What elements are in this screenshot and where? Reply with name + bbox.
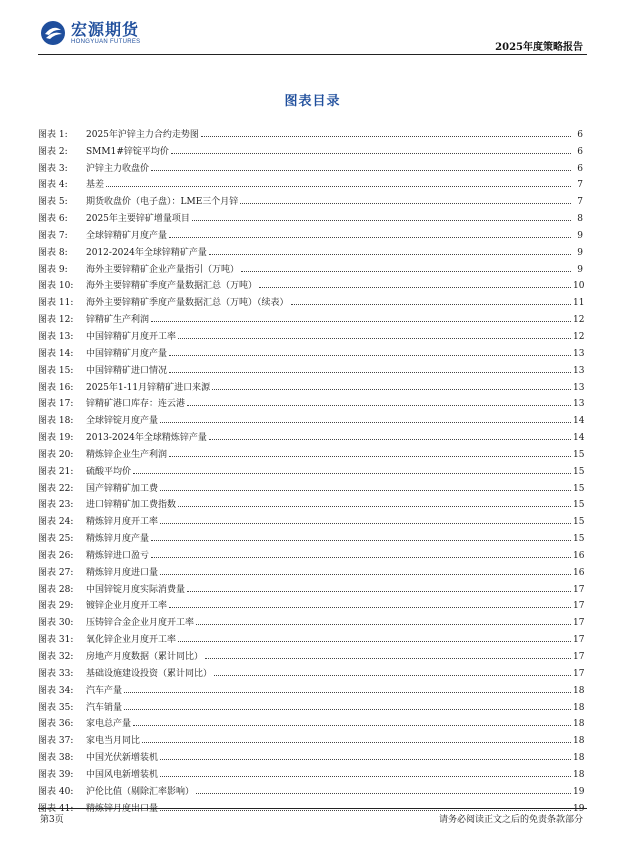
toc-leader-dots (124, 709, 571, 710)
toc-leader-dots (124, 692, 571, 693)
toc-entry-number: 图表 23: (38, 500, 74, 511)
toc-entry[interactable] (38, 190, 583, 207)
toc-entry-page: 15 (573, 449, 585, 460)
toc-entry-number: 图表 6: (38, 214, 68, 225)
toc-entry-page: 12 (573, 315, 585, 326)
toc-entry[interactable] (38, 291, 583, 308)
toc-entry-number: 图表 14: (38, 348, 74, 359)
toc-entry-number: 图表 21: (38, 466, 74, 477)
toc-entry-title: 海外主要锌精矿季度产量数据汇总（万吨）（续表） (86, 298, 289, 309)
toc-entry-title: 精炼锌月度产量 (86, 534, 150, 545)
toc-entry-number: 图表 32: (38, 652, 74, 662)
toc-entry-title: 精炼锌月度开工率 (86, 517, 159, 528)
toc-entry-title: 中国风电新增装机 (86, 769, 159, 780)
toc-entry-number: 图表 34: (38, 685, 74, 696)
toc-entry[interactable] (38, 359, 583, 376)
toc-entry-number: 图表 17: (38, 399, 74, 410)
toc-entry-page: 14 (573, 416, 585, 427)
toc-entry-title: 房地产月度数据（累计同比） (86, 652, 204, 662)
toc-entry[interactable] (38, 645, 583, 662)
company-logo (40, 20, 140, 46)
toc-entry-number: 图表 35: (38, 702, 74, 713)
toc-entry-title: 家电当月同比 (86, 736, 141, 747)
toc-entry-page: 16 (573, 567, 585, 578)
toc-entry-title: 2025年沪锌主力合约走势图 (86, 129, 199, 140)
toc-entry-page: 6 (577, 129, 583, 140)
toc-entry-title: 家电总产量 (86, 719, 132, 730)
toc-entry[interactable] (38, 443, 583, 460)
toc-entry-title: 中国锌精矿月度产量 (86, 348, 168, 359)
footer-divider (38, 808, 587, 809)
toc-leader-dots (241, 271, 571, 272)
toc-entry[interactable] (38, 460, 583, 477)
toc-entry-number: 图表 18: (38, 416, 74, 427)
toc-entry-title: 期货收盘价（电子盘）：LME三个月锌 (86, 197, 239, 208)
toc-leader-dots (209, 254, 571, 255)
toc-entry-page: 17 (573, 652, 585, 662)
toc-leader-dots (160, 810, 571, 811)
toc-leader-dots (151, 321, 571, 322)
toc-entry-title: 基础设施建设投资（累计同比） (86, 668, 213, 679)
toc-entry-title: 中国锌锭月度实际消费量 (86, 584, 186, 595)
toc-leader-dots (106, 186, 571, 187)
logo-mark-icon (40, 20, 66, 46)
toc-leader-dots (160, 523, 571, 524)
toc-leader-dots (151, 540, 571, 541)
toc-entry-title: 沪伦比值（剔除汇率影响） (86, 786, 195, 797)
toc-leader-dots (240, 203, 571, 204)
toc-entry-number: 图表 39: (38, 769, 74, 780)
toc-entry-number: 图表 40: (38, 786, 74, 797)
toc-entry-page: 7 (577, 197, 583, 208)
toc-entry[interactable] (38, 713, 583, 730)
toc-leader-dots (171, 153, 571, 154)
toc-entry-title: 全球锌锭月度产量 (86, 416, 159, 427)
toc-entry-number: 图表 22: (38, 483, 74, 494)
toc-entry[interactable] (38, 527, 583, 544)
toc-entry-number: 图表 15: (38, 365, 74, 376)
toc-entry[interactable] (38, 477, 583, 494)
toc-entry[interactable] (38, 308, 583, 325)
toc-entry[interactable] (38, 224, 583, 241)
toc-entry-title: 镀锌企业月度开工率 (86, 601, 168, 612)
toc-entry-page: 13 (573, 365, 585, 376)
toc-entry-title: 2025年1-11月锌精矿进口来源 (86, 382, 211, 393)
toc-entry-page: 18 (573, 702, 585, 713)
toc-entry-title: 精炼锌月度出口量 (86, 803, 159, 814)
toc-entry-page: 18 (573, 736, 585, 747)
toc-entry-title: 硫酸平均价 (86, 466, 132, 477)
toc-entry-title: 中国锌精矿月度开工率 (86, 331, 177, 342)
toc-entry-page: 12 (573, 331, 585, 342)
toc-entry-page: 10 (573, 281, 585, 292)
toc-leader-dots (160, 490, 571, 491)
toc-entry-page: 19 (573, 786, 585, 797)
toc-entry-number: 图表 33: (38, 668, 74, 679)
toc-entry-number: 图表 41: (38, 803, 74, 814)
logo-chinese-name: 宏源期货 (71, 19, 140, 39)
toc-entry-page: 8 (577, 214, 583, 225)
toc-entry-page: 17 (573, 635, 585, 646)
toc-entry-page: 18 (573, 769, 585, 780)
toc-leader-dots (178, 506, 571, 507)
toc-entry-number: 图表 27: (38, 567, 74, 578)
toc-entry-number: 图表 5: (38, 197, 68, 208)
toc-entry-page: 6 (577, 163, 583, 174)
toc-entry-title: SMM1#锌锭平均价 (86, 146, 169, 157)
toc-leader-dots (169, 355, 571, 356)
toc-entry-number: 图表 28: (38, 584, 74, 595)
toc-leader-dots (209, 439, 571, 440)
toc-entry[interactable] (38, 275, 583, 292)
toc-entry[interactable] (38, 595, 583, 612)
toc-entry-page: 11 (573, 298, 585, 309)
toc-entry[interactable] (38, 510, 583, 527)
toc-entry-number: 图表 25: (38, 534, 74, 545)
toc-entry[interactable] (38, 494, 583, 511)
toc-entry[interactable] (38, 174, 583, 191)
toc-entry-number: 图表 36: (38, 719, 74, 730)
toc-entry-number: 图表 31: (38, 635, 74, 646)
toc-entry-number: 图表 9: (38, 264, 68, 275)
toc-entry-page: 9 (577, 247, 583, 258)
toc-entry-page: 15 (573, 517, 585, 528)
toc-leader-dots (201, 136, 571, 137)
toc-entry[interactable] (38, 325, 583, 342)
toc-leader-dots (169, 237, 571, 238)
toc-entry-number: 图表 19: (38, 433, 74, 444)
toc-entry[interactable] (38, 376, 583, 393)
toc-entry[interactable] (38, 578, 583, 595)
toc-entry-title: 2025年主要锌矿增量项目 (86, 214, 190, 225)
toc-entry-page: 16 (573, 550, 585, 561)
toc-entry-title: 海外主要锌精矿企业产量指引（万吨） (86, 264, 240, 275)
toc-entry-title: 2012-2024年全球锌精矿产量 (86, 247, 207, 258)
toc-leader-dots (160, 776, 571, 777)
toc-entry-title: 国产锌精矿加工费 (86, 483, 159, 494)
toc-entry[interactable] (38, 611, 583, 628)
toc-entry[interactable] (38, 258, 583, 275)
header-divider (38, 54, 587, 55)
toc-entry[interactable] (38, 426, 583, 443)
toc-entry-page: 17 (573, 601, 585, 612)
toc-entry[interactable] (38, 241, 583, 258)
page-number: 第3页 (40, 815, 64, 825)
toc-entry-page: 17 (573, 668, 585, 679)
toc-entry[interactable] (38, 409, 583, 426)
toc-entry-number: 图表 2: (38, 146, 68, 157)
toc-entry-number: 图表 38: (38, 753, 74, 764)
toc-entry[interactable] (38, 746, 583, 763)
toc-leader-dots (133, 473, 571, 474)
toc-entry-title: 中国锌精矿进口情况 (86, 365, 168, 376)
toc-entry-page: 13 (573, 348, 585, 359)
logo-english-name: HONGYUAN FUTURES (71, 38, 141, 45)
toc-leader-dots (212, 389, 571, 390)
toc-entry[interactable] (38, 628, 583, 645)
toc-entry-number: 图表 10: (38, 281, 74, 292)
toc-leader-dots (259, 287, 571, 288)
toc-entry-title: 汽车产量 (86, 685, 123, 696)
toc-leader-dots (160, 574, 571, 575)
toc-leader-dots (187, 591, 571, 592)
toc-entry-title: 精炼锌进口盈亏 (86, 550, 150, 561)
toc-entry-page: 17 (573, 618, 585, 629)
toc-entry[interactable] (38, 544, 583, 561)
toc-entry-page: 18 (573, 753, 585, 764)
toc-entry-page: 9 (577, 264, 583, 275)
toc-entry-page: 13 (573, 382, 585, 393)
toc-leader-dots (169, 372, 571, 373)
toc-entry-number: 图表 16: (38, 382, 74, 393)
toc-entry-page: 15 (573, 483, 585, 494)
toc-leader-dots (205, 658, 571, 659)
toc-entry[interactable] (38, 561, 583, 578)
toc-entry-page: 18 (573, 685, 585, 696)
toc-entry-number: 图表 3: (38, 163, 68, 174)
toc-entry-title: 锌精矿港口库存：连云港 (86, 399, 186, 410)
toc-leader-dots (169, 607, 571, 608)
disclaimer-text: 请务必阅读正文之后的免责条款部分 (438, 815, 583, 825)
toc-entry-number: 图表 26: (38, 550, 74, 561)
toc-entry-title: 进口锌精矿加工费指数 (86, 500, 177, 511)
toc-entry-title: 压铸锌合金企业月度开工率 (86, 618, 195, 629)
toc-entry-page: 13 (573, 399, 585, 410)
toc-entry[interactable] (38, 696, 583, 713)
toc-entry-number: 图表 4: (38, 180, 68, 191)
toc-leader-dots (192, 220, 571, 221)
toc-entry[interactable] (38, 157, 583, 174)
toc-leader-dots (169, 456, 571, 457)
toc-leader-dots (178, 641, 571, 642)
toc-entry[interactable] (38, 729, 583, 746)
toc-leader-dots (160, 759, 571, 760)
toc-entry-title: 中国光伏新增装机 (86, 753, 159, 764)
toc-entry-number: 图表 8: (38, 247, 68, 258)
toc-entry-page: 14 (573, 433, 585, 444)
toc-entry[interactable] (38, 123, 583, 140)
toc-entry-number: 图表 20: (38, 449, 74, 460)
toc-entry-title: 2013-2024年全球精炼锌产量 (86, 433, 207, 444)
toc-leader-dots (151, 557, 571, 558)
toc-entry-title: 沪锌主力收盘价 (86, 163, 150, 174)
toc-entry[interactable] (38, 763, 583, 780)
report-title: 2025年度策略报告 (495, 42, 583, 53)
toc-entry-title: 精炼锌月度进口量 (86, 567, 159, 578)
toc-leader-dots (196, 624, 571, 625)
toc-entry[interactable] (38, 342, 583, 359)
toc-leader-dots (142, 742, 571, 743)
toc-entry-number: 图表 11: (38, 298, 74, 309)
toc-entry-title: 海外主要锌精矿季度产量数据汇总（万吨） (86, 281, 258, 292)
toc-entry-title: 汽车销量 (86, 702, 123, 713)
toc-entry-number: 图表 12: (38, 315, 74, 326)
toc-entry[interactable] (38, 679, 583, 696)
toc-entry-page: 6 (577, 146, 583, 157)
toc-entry-page: 18 (573, 719, 585, 730)
toc-entry-number: 图表 7: (38, 230, 68, 241)
toc-entry[interactable] (38, 393, 583, 410)
toc-leader-dots (160, 422, 571, 423)
toc-entry-page: 15 (573, 500, 585, 511)
toc-entry-number: 图表 30: (38, 618, 74, 629)
toc-entry-title: 精炼锌企业生产利润 (86, 449, 168, 460)
toc-entry-page: 17 (573, 584, 585, 595)
toc-entry-number: 图表 29: (38, 601, 74, 612)
toc-entry-number: 图表 37: (38, 736, 74, 747)
toc-entry[interactable] (38, 780, 583, 797)
toc-title: 图表目录 (284, 94, 341, 109)
toc-entry-page: 7 (577, 180, 583, 191)
toc-entry-page: 15 (573, 534, 585, 545)
toc-entry-number: 图表 13: (38, 331, 74, 342)
toc-entry-title: 氧化锌企业月度开工率 (86, 635, 177, 646)
toc-leader-dots (291, 304, 571, 305)
toc-entry-page: 9 (577, 230, 583, 241)
toc-leader-dots (214, 675, 571, 676)
toc-leader-dots (196, 793, 571, 794)
toc-leader-dots (151, 170, 571, 171)
toc-entry[interactable] (38, 207, 583, 224)
toc-entry-title: 基差 (86, 180, 105, 191)
toc-entry[interactable] (38, 140, 583, 157)
page-header (0, 0, 625, 56)
toc-leader-dots (133, 725, 571, 726)
toc-entry-title: 全球锌精矿月度产量 (86, 230, 168, 241)
toc-entry-page: 15 (573, 466, 585, 477)
toc-entry-title: 锌精矿生产利润 (86, 315, 150, 326)
toc-entry-number: 图表 24: (38, 517, 74, 528)
toc-entry[interactable] (38, 662, 583, 679)
toc-leader-dots (178, 338, 571, 339)
toc-entry-number: 图表 1: (38, 129, 68, 140)
toc-entry-page: 19 (573, 803, 585, 814)
toc-leader-dots (187, 405, 571, 406)
toc-list (38, 123, 583, 814)
